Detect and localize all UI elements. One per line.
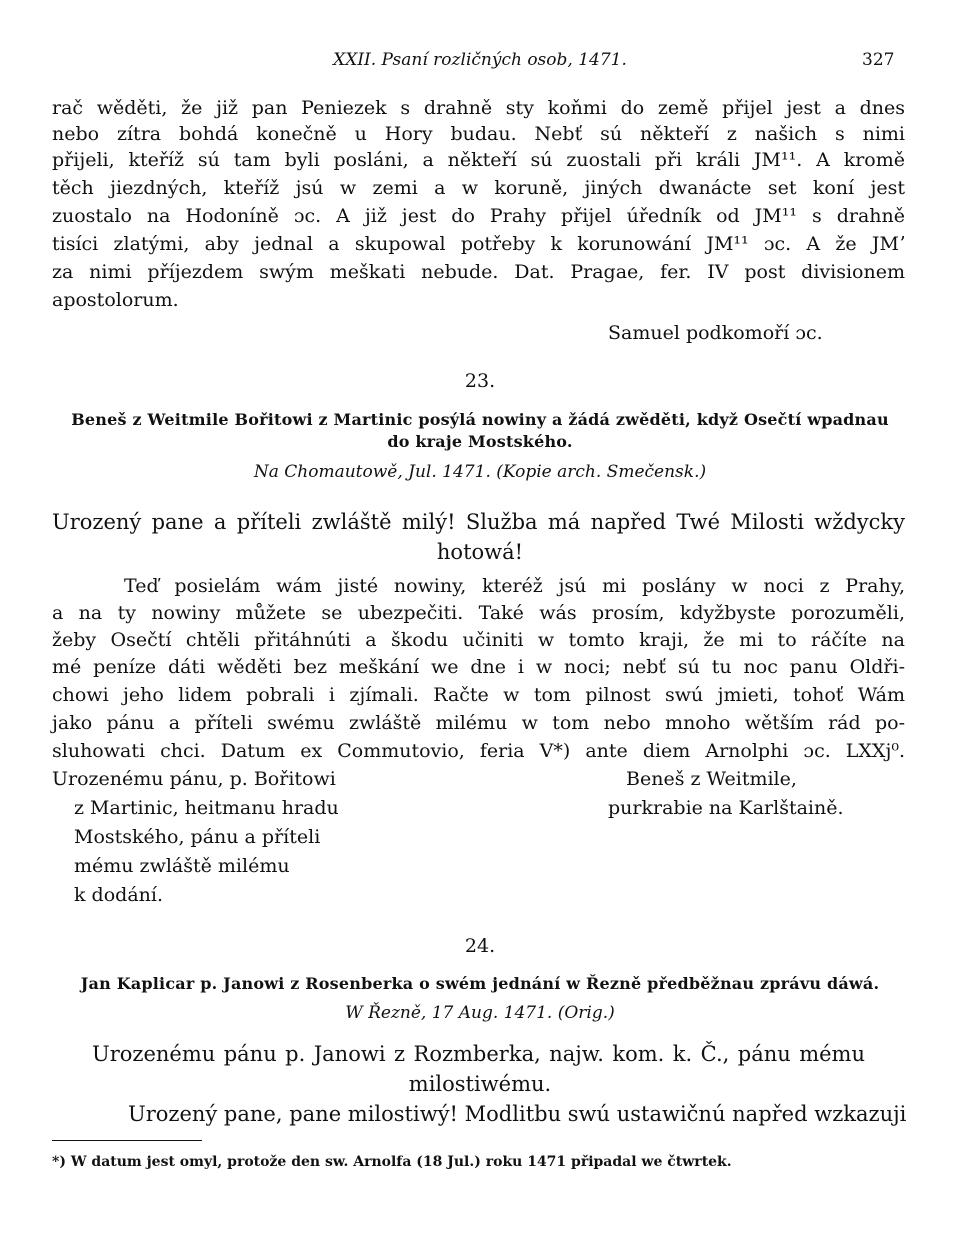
letter-source: Na Chomautowě, Jul. 1471. (Kopie arch. Smečensk.): [253, 462, 707, 482]
paragraph-line: Urozený pane, pane milostiwý! Modlitbu swú ustawičnú napřed wzkazuji: [128, 1102, 907, 1126]
paragraph-line: za nimi příjezdem swým meškati nebude. Dat. Pragae, fer. IV post divisionem: [52, 261, 905, 283]
paragraph-line: sluhowati chci. Datum ex Commutovio, feria V*) ante diem Arnolphi ɔc. LXXj⁰.: [52, 740, 905, 762]
letter-number: 23.: [464, 370, 496, 392]
paragraph-line: mé peníze dáti wěděti bez meškání we dne i w noci; nebť sú tu noc panu Oldři-: [52, 656, 905, 678]
address-line: k dodání.: [74, 884, 163, 906]
footnote-rule: [52, 1140, 202, 1141]
running-header-title: XXII. Psaní rozličných osob, 1471.: [333, 50, 627, 70]
paragraph-line: těch jiezdných, kteříž jsú w zemi a w koruně, jiných dwanácte set koní jest: [52, 177, 905, 199]
page-number: 327: [862, 50, 895, 70]
salutation-line: Urozený pane a příteli zwláště milý! Služba má napřed Twé Milosti wždycky: [52, 510, 905, 534]
letter-summary: Beneš z Weitmile Bořitowi z Martinic posýlá nowiny a žádá zwěděti, když Osečtí wpadnau: [71, 410, 889, 429]
address-line: Urozenému pánu, p. Bořitowi: [52, 768, 336, 790]
address-line: z Martinic, heitmanu hradu: [74, 797, 339, 819]
salutation-line: milostiwému.: [408, 1072, 552, 1096]
letter-summary: Jan Kaplicar p. Janowi z Rosenberka o swém jednání w Řezně předběžnau zprávu dáwá.: [80, 974, 880, 993]
letter-summary: do kraje Mostského.: [387, 432, 573, 451]
paragraph-line: a na ty nowiny můžete se ubezpečiti. Také wás prosím, kdyžbyste porozuměli,: [52, 602, 905, 624]
footnote: *) W datum jest omyl, protože den sw. Arnolfa (18 Jul.) roku 1471 připadal we čtwrtek.: [52, 1154, 732, 1170]
letter-number: 24.: [464, 935, 496, 957]
paragraph-line: žeby Osečtí chtěli přitáhnúti a škodu učiniti w tomto kraji, že mi to ráčíte na: [52, 629, 905, 651]
paragraph-line: nebo zítra bohdá konečně u Hory budau. Nebť sú někteří z našich s nimi: [52, 123, 905, 145]
paragraph-line: přijeli, kteříž sú tam byli posláni, a někteří sú zuostali při králi JM¹¹. A kromě: [52, 149, 905, 171]
paragraph-line: tisíci zlatými, aby jednal a skupowal potřeby k korunowání JM¹¹ ɔc. A že JMʼ: [52, 233, 905, 255]
signature-samuel: Samuel podkomoří ɔc.: [608, 322, 823, 344]
paragraph-line: chowi jeho lidem pobrali i zjímali. Račte w tom pilnost swú jmieti, tohoť Wám: [52, 684, 905, 706]
signature-line: purkrabie na Karlštaině.: [608, 797, 844, 819]
signature-line: Beneš z Weitmile,: [626, 768, 797, 790]
paragraph-line: Teď posielám wám jisté nowiny, kteréž jsú mi poslány w noci z Prahy,: [124, 575, 905, 597]
paragraph-line: jako pánu a příteli swému zwláště milému w tom nebo mnoho wětším rád po-: [52, 712, 905, 734]
paragraph-line: zuostalo na Hodoníně ɔc. A již jest do Prahy přijel úředník od JM¹¹ s drahně: [52, 205, 905, 227]
letter-source: W Řezně, 17 Aug. 1471. (Orig.): [345, 1003, 615, 1023]
address-line: Mostského, pánu a příteli: [74, 826, 321, 848]
salutation-line: Urozenému pánu p. Janowi z Rozmberka, najw. kom. k. Č., pánu mému: [92, 1042, 865, 1066]
address-line: mému zwláště milému: [74, 855, 290, 877]
salutation-line: hotowá!: [436, 540, 524, 564]
paragraph-line: apostolorum.: [52, 289, 179, 311]
paragraph-line: rač wěděti, že již pan Peniezek s drahně sty koňmi do země přijel jest a dnes: [52, 97, 905, 119]
